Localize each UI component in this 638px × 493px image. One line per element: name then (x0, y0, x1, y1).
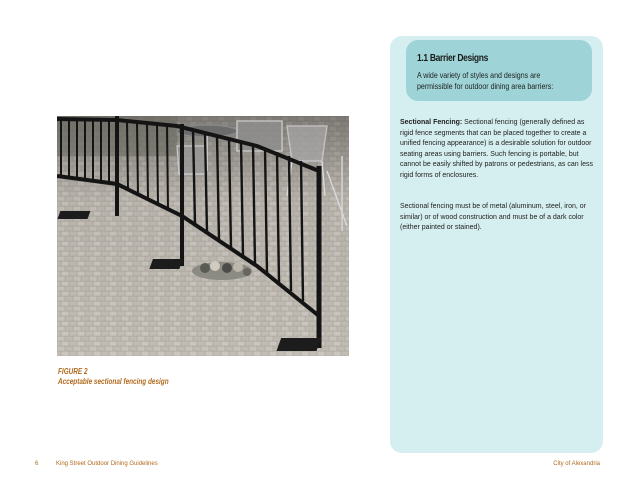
footer-doc-title: King Street Outdoor Dining Guidelines (56, 461, 158, 467)
fence-photo (57, 116, 349, 356)
paragraph-materials: Sectional fencing must be of metal (aluminum, steel, iron, or similar) or of wood construction and must be of a dark color (either painted or stained). (400, 203, 586, 232)
figure-label: FIGURE 2 (58, 367, 88, 376)
footer-page-number: 6 (35, 461, 39, 467)
section-intro: A wide variety of styles and designs are permissible for outdoor dining area barriers: (417, 71, 554, 91)
paragraph-label: Sectional Fencing: (400, 119, 463, 126)
paragraph-sectional-fencing (400, 118, 595, 182)
footer-organization: City of Alexandria (553, 461, 600, 467)
section-title: 1.1 Barrier Designs (417, 53, 489, 64)
paragraph-text: Sectional fencing (generally defined as rigid fence segments that can be placed together to create a unified fencing appearance) is a desirable solution for outdoor seating areas using barriers. Such fencing is portable, but cannot be easily shifted by patrons or pedestrians, as can less rigid forms of enclosures. (400, 119, 593, 179)
figure-caption: Acceptable sectional fencing design (58, 377, 169, 386)
